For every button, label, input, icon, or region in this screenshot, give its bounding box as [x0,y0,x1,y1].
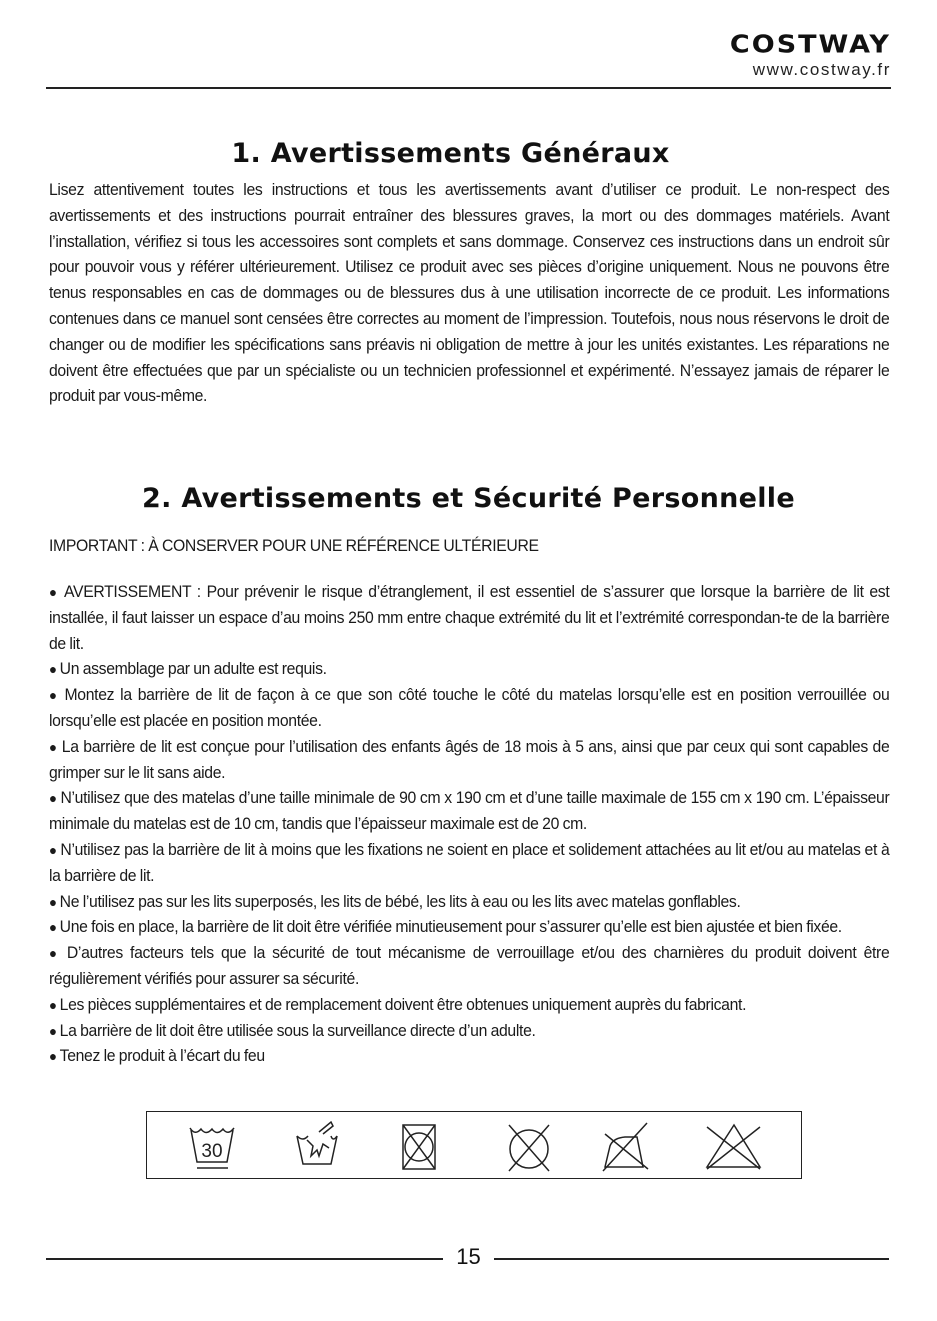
list-item: ● Tenez le produit à l’écart du feu [49,1044,889,1070]
brand-url: www.costway.fr [752,60,891,79]
header-divider [46,87,891,89]
list-item: ● N’utilisez que des matelas d’une taille minimale de 90 cm x 190 cm et d’une taille maximale de 155 cm x 190 cm. L’épaisseur minimale du matelas est de 10 cm, tandis que l’épaisseur maximale est de 20 cm. [49,786,889,838]
warning-list [49,580,889,1070]
footer-divider-right [494,1258,889,1260]
list-item: ● AVERTISSEMENT : Pour prévenir le risque d’étranglement, il est essentiel de s’assurer que lorsque la barrière de lit est installée, il faut laisser un espace d’au moins 250 mm entre chaque extrémité du lit et l’extrémité correspondan-te de la barrière de lit. [49,580,889,657]
list-item: ● Ne l’utilisez pas sur les lits superposés, les lits de bébé, les lits à eau ou les lits avec matelas gonflables. [49,890,889,916]
section1-heading: 1. Avertissements Généraux [231,138,670,169]
do-not-iron-icon [603,1123,648,1171]
list-item: ● Montez la barrière de lit de façon à ce que son côté touche le côté du matelas lorsqu’elle est en position verrouillée ou lorsqu’elle est placée en position montée. [49,683,889,735]
do-not-bleach-icon [707,1125,760,1169]
section2-heading: 2. Avertissements et Sécurité Personnelle [142,483,795,514]
list-item: ● D’autres facteurs tels que la sécurité de tout mécanisme de verrouillage et/ou des charnières du produit doivent être régulièrement vérifiés pour assurer sa sécurité. [49,941,889,993]
brand-header [730,30,891,80]
svg-text:30: 30 [201,1141,223,1162]
list-item: ● La barrière de lit doit être utilisée sous la surveillance directe d’un adulte. [49,1019,889,1045]
list-item: ● La barrière de lit est conçue pour l’utilisation des enfants âgés de 18 mois à 5 ans, ainsi que par ceux qui sont capables de grimper sur le lit sans aide. [49,735,889,787]
brand-logo: COSTWAY [729,30,891,59]
list-item: ● Les pièces supplémentaires et de remplacement doivent être obtenues uniquement auprès du fabricant. [49,993,889,1019]
wash-30-icon [190,1128,234,1168]
page-number: 15 [456,1244,481,1269]
list-item: ● Une fois en place, la barrière de lit doit être vérifiée minutieusement pour s’assurer qu’elle est bien ajustée et bien fixée. [49,915,889,941]
footer-divider-left [46,1258,443,1260]
hand-wash-icon [297,1122,337,1164]
section1-body: Lisez attentivement toutes les instructions et tous les avertissements avant d’utiliser ce produit. Le non-respect des avertissements et des instructions pourrait entraîner des blessures graves, la mort ou des dommages matériels. Avant l’installation, vérifiez si tous les accessoires sont complets et sans dommage. Conservez ces instructions dans un endroit sûr pour pouvoir vous y référer ultérieurement. Utilisez ce produit avec ses pièces d’origine uniquement. Nous ne pouvons être tenus responsables en cas de dommages ou de blessures dus à une utilisation incorrecte de ce produit. Les informations contenues dans ce manuel sont censées être correctes au moment de l’impression. Toutefois, nous nous réservons le droit de changer ou de modifier les spécifications sans préavis ni obligation de mettre à jour les unités existantes. Les réparations ne doivent être effectuées que par un spécialiste ou un technicien professionnel et expérimenté. N’essayez jamais de réparer le produit par vous-même. [49,181,890,406]
care-symbols-box [146,1111,802,1179]
do-not-dry-clean-icon [509,1125,549,1171]
list-item: ● Un assemblage par un adulte est requis. [49,657,889,683]
important-notice: IMPORTANT : À CONSERVER POUR UNE RÉFÉRENCE ULTÉRIEURE [49,537,539,555]
list-item: ● N’utilisez pas la barrière de lit à moins que les fixations ne soient en place et solidement attachées au lit et/ou au matelas et à la barrière de lit. [49,838,889,890]
do-not-tumble-dry-icon [403,1125,435,1169]
